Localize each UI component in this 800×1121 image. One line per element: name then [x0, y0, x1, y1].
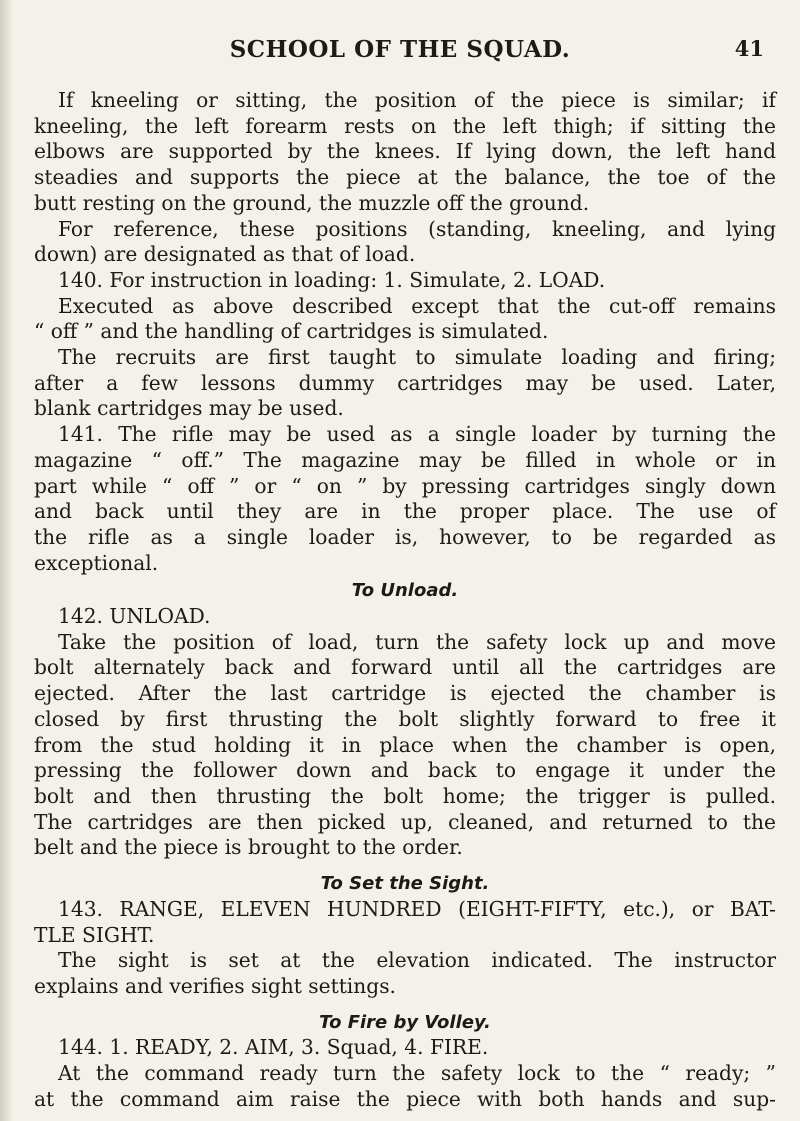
text-line: down) are designated as that of load. [34, 242, 416, 267]
text-line: the rifle as a single loader is, however, to be regarded as [34, 524, 776, 549]
text-line: bolt alternately back and forward until all the cartridges are [34, 655, 776, 680]
text-line: elbows are supported by the knees. If lying down, the left hand [34, 139, 776, 164]
text-line: closed by first thrusting the bolt slightly forward to free it [34, 706, 776, 731]
text-line: The sight is set at the elevation indicated. The instructor [58, 948, 776, 973]
text-line: To Set the Sight. [320, 873, 490, 895]
text-line: To Fire by Volley. [319, 1011, 491, 1033]
text-line: kneeling, the left forearm rests on the left thigh; if sitting the [34, 113, 776, 138]
text-line: from the stud holding it in place when the chamber is open, [34, 732, 776, 757]
text-line: part while “ off ” or “ on ” by pressing cartridges singly down [34, 473, 776, 498]
text-line: The recruits are first taught to simulate loading and firing; [58, 345, 776, 370]
text-line: at the command aim raise the piece with both hands and sup- [34, 1086, 776, 1111]
text-line: The cartridges are then picked up, cleaned, and returned to the [34, 809, 776, 834]
text-line: Take the position of load, turn the safety lock up and move [58, 629, 776, 654]
text-line: belt and the piece is brought to the order. [34, 835, 463, 860]
text-line: blank cartridges may be used. [34, 396, 344, 421]
text-line: 144. 1. READY, 2. AIM, 3. Squad, 4. FIRE. [58, 1035, 489, 1060]
text-line: At the command ready turn the safety lock to the “ ready; ” [58, 1061, 776, 1086]
text-line: 141. The rifle may be used as a single loader by turning the [58, 422, 776, 447]
text-line: explains and verifies sight settings. [34, 973, 396, 998]
text-line: 142. UNLOAD. [58, 604, 211, 629]
text-line: Executed as above described except that the cut-off remains [58, 293, 776, 318]
text-line: TLE SIGHT. [34, 922, 155, 947]
text-line: 140. For instruction in loading: 1. Simulate, 2. LOAD. [58, 267, 606, 292]
text-line: butt resting on the ground, the muzzle off the ground. [34, 190, 590, 215]
text-line: steadies and supports the piece at the balance, the toe of the [34, 165, 776, 190]
text-line: To Unload. [351, 580, 459, 602]
text-line: magazine “ off.” The magazine may be filled in whole or in [34, 447, 776, 472]
text-line: “ off ” and the handling of cartridges is simulated. [34, 319, 549, 344]
body-text [34, 88, 776, 1112]
page-number: 41 [734, 36, 764, 61]
text-line: after a few lessons dummy cartridges may be used. Later, [34, 370, 776, 395]
text-line: ejected. After the last cartridge is ejected the chamber is [34, 681, 776, 706]
text-line: For reference, these positions (standing, kneeling, and lying [58, 216, 776, 241]
text-line: pressing the follower down and back to engage it under the [34, 758, 776, 783]
text-line: 143. RANGE, ELEVEN HUNDRED (EIGHT-FIFTY, etc.), or BAT- [58, 896, 776, 921]
text-line: and back until they are in the proper place. The use of [34, 499, 776, 524]
running-title: SCHOOL OF THE SQUAD. [229, 36, 571, 63]
text-line: bolt and then thrusting the bolt home; the trigger is pulled. [34, 783, 776, 808]
text-line: exceptional. [34, 550, 159, 575]
page-header [0, 30, 800, 70]
text-line: If kneeling or sitting, the position of the piece is similar; if [58, 88, 776, 112]
